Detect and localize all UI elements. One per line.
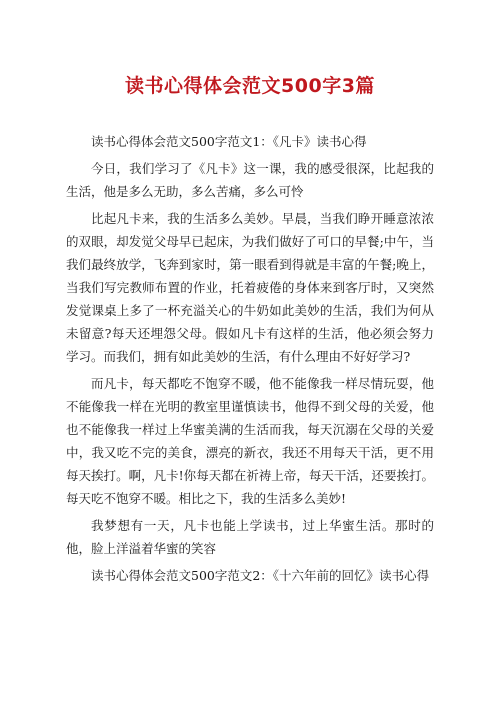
document-title: 读书心得体会范文500字3篇 — [125, 75, 375, 97]
paragraph: 今日，我们学习了《凡卡》这一课，我的感受很深，比起我的生活，他是多么无助，多么苦痛，多么可怜 — [66, 161, 434, 199]
document-body — [66, 130, 434, 587]
paragraph: 而凡卡，每天都吃不饱穿不暖，他不能像我一样尽情玩耍，他不能像我一样在光明的教室里谨慎读书，他得不到父母的关爱，他也不能像我一样过上华蜜美满的生活而我，每天沉溺在父母的关爱中，我又吃不完的美食，漂亮的新衣，我还不用每天干活，更不用每天挨打。啊，凡卡!你每天都在祈祷上帝，每天干活，还要挨打。每天吃不饱穿不暖。相比之下，我的生活多么美妙! — [66, 376, 434, 506]
section-heading-2: 读书心得体会范文500字范文2：《十六年前的回忆》读书心得 — [91, 568, 430, 583]
section-heading-1: 读书心得体会范文500字范文1：《凡卡》读书心得 — [91, 134, 367, 149]
paragraph: 我梦想有一天，凡卡也能上学读书，过上华蜜生活。那时的他，脸上洋溢着华蜜的笑容 — [66, 518, 434, 556]
paragraph: 比起凡卡来，我的生活多么美妙。早晨，当我们睁开睡意浓浓的双眼，却发觉父母早已起床，为我们做好了可口的早餐;中午，当我们最终放学，飞奔到家时，第一眼看到得就是丰富的午餐;晚上，当我们写完教师布置的作业，托着疲倦的身体来到客厅时，又突然发觉课桌上多了一杯充溢关心的牛奶如此美妙的生活，我们为何从未留意?每天还埋怨父母。假如凡卡有这样的生活，他必须会努力学习。而我们，拥有如此美妙的生活，有什么理由不好好学习? — [66, 211, 434, 364]
